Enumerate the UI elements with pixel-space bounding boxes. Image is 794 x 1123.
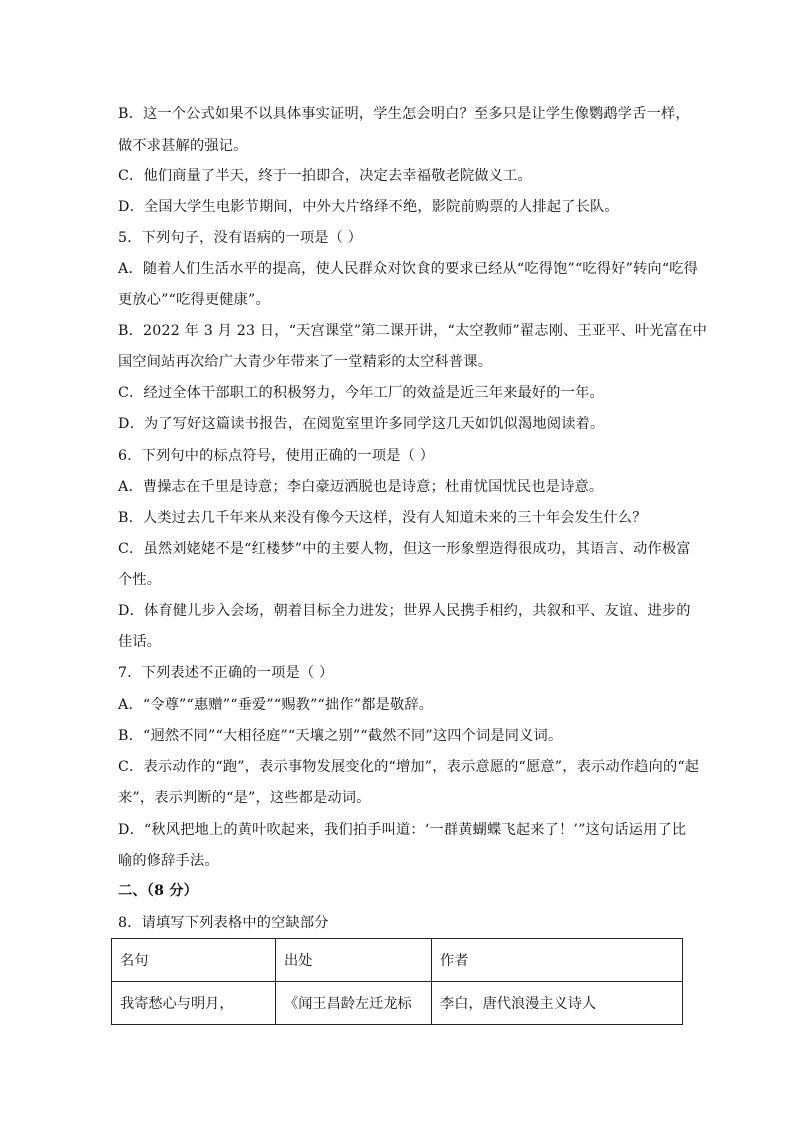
q6-option-b: B．人类过去几千年来从来没有像今天这样，没有人知道未来的三十年会发生什么？: [118, 510, 647, 526]
header-quote: 名句: [112, 939, 276, 982]
option-c: C．他们商量了半天，终于一拍即合，决定去幸福敬老院做义工。: [118, 168, 532, 184]
q7-option-d-line-2: 喻的修辞手法。: [118, 853, 219, 869]
q7-option-c-line-2: 来”，表示判断的“是”，这些都是动词。: [118, 790, 371, 806]
table-header-row: [112, 939, 683, 982]
q6-option-a: A．曹操志在千里是诗意；李白豪迈洒脱也是诗意；杜甫忧国忧民也是诗意。: [118, 479, 604, 495]
cell-quote: 我寄愁心与明月，: [112, 982, 276, 1025]
fill-in-table: [111, 938, 683, 1025]
question-7: 7．下列表述不正确的一项是（ ）: [118, 665, 334, 681]
section-two-title: 二、（8 分）: [118, 883, 199, 899]
option-b-line-1: B．这一个公式如果不以具体事实证明，学生怎会明白？至多只是让学生像鹦鹉学舌一样，: [118, 106, 690, 122]
q7-option-a: A．“令尊”“惠赠”“垂爱”“赐教”“拙作”都是敬辞。: [118, 697, 434, 713]
q7-option-b: B．“迥然不同”“大相径庭”“天壤之别”“截然不同”这四个词是同义词。: [118, 728, 563, 744]
q5-option-a-line-2: 更放心”“吃得更健康”。: [118, 292, 270, 308]
question-8: 8．请填写下列表格中的空缺部分: [118, 915, 329, 931]
q5-option-b-line-2: 国空间站再次给广大青少年带来了一堂精彩的太空科普课。: [118, 354, 493, 370]
q5-option-a-line-1: A．随着人们生活水平的提高，使人民群众对饮食的要求已经从“吃得饱”“吃得好”转向“吃得: [118, 261, 699, 277]
cell-source: 《闻王昌龄左迁龙标: [276, 982, 432, 1025]
header-author: 作者: [432, 939, 683, 982]
header-source: 出处: [276, 939, 432, 982]
q6-option-d-line-2: 佳话。: [118, 634, 162, 650]
q7-option-d-line-1: D．“秋风把地上的黄叶吹起来，我们拍手叫道：‘一群黄蝴蝶飞起来了！’”这句话运用了比: [118, 822, 687, 838]
option-b-line-2: 做不求甚解的强记。: [118, 138, 248, 154]
table-row: [112, 982, 683, 1025]
q5-option-b-line-1: B．2022 年 3 月 23 日，“天宫课堂”第二课开讲，“太空教师”翟志刚、王亚平、叶光富在中: [118, 323, 707, 339]
question-6: 6．下列句中的标点符号，使用正确的一项是（ ）: [118, 448, 435, 464]
question-5: 5．下列句子，没有语病的一项是（ ）: [118, 230, 363, 246]
cell-author: 李白，唐代浪漫主义诗人: [432, 982, 683, 1025]
option-d: D．全国大学生电影节期间，中外大片络绎不绝，影院前购票的人排起了长队。: [118, 199, 619, 215]
q6-option-d-line-1: D．体育健儿步入会场，朝着目标全力进发；世界人民携手相约，共叙和平、友谊、进步的: [118, 603, 691, 619]
q7-option-c-line-1: C．表示动作的“跑”，表示事物发展变化的“增加”，表示意愿的“愿意”，表示动作趋向的“起: [118, 759, 700, 775]
q5-option-d: D．为了写好这篇读书报告，在阅览室里许多同学这几天如饥似渴地阅读着。: [118, 416, 605, 432]
q6-option-c-line-2: 个性。: [118, 572, 162, 588]
q5-option-c: C．经过全体干部职工的积极努力，今年工厂的效益是近三年来最好的一年。: [118, 385, 604, 401]
q6-option-c-line-1: C．虽然刘姥姥不是“红楼梦”中的主要人物，但这一形象塑造得很成功，其语言、动作极富: [118, 541, 691, 557]
